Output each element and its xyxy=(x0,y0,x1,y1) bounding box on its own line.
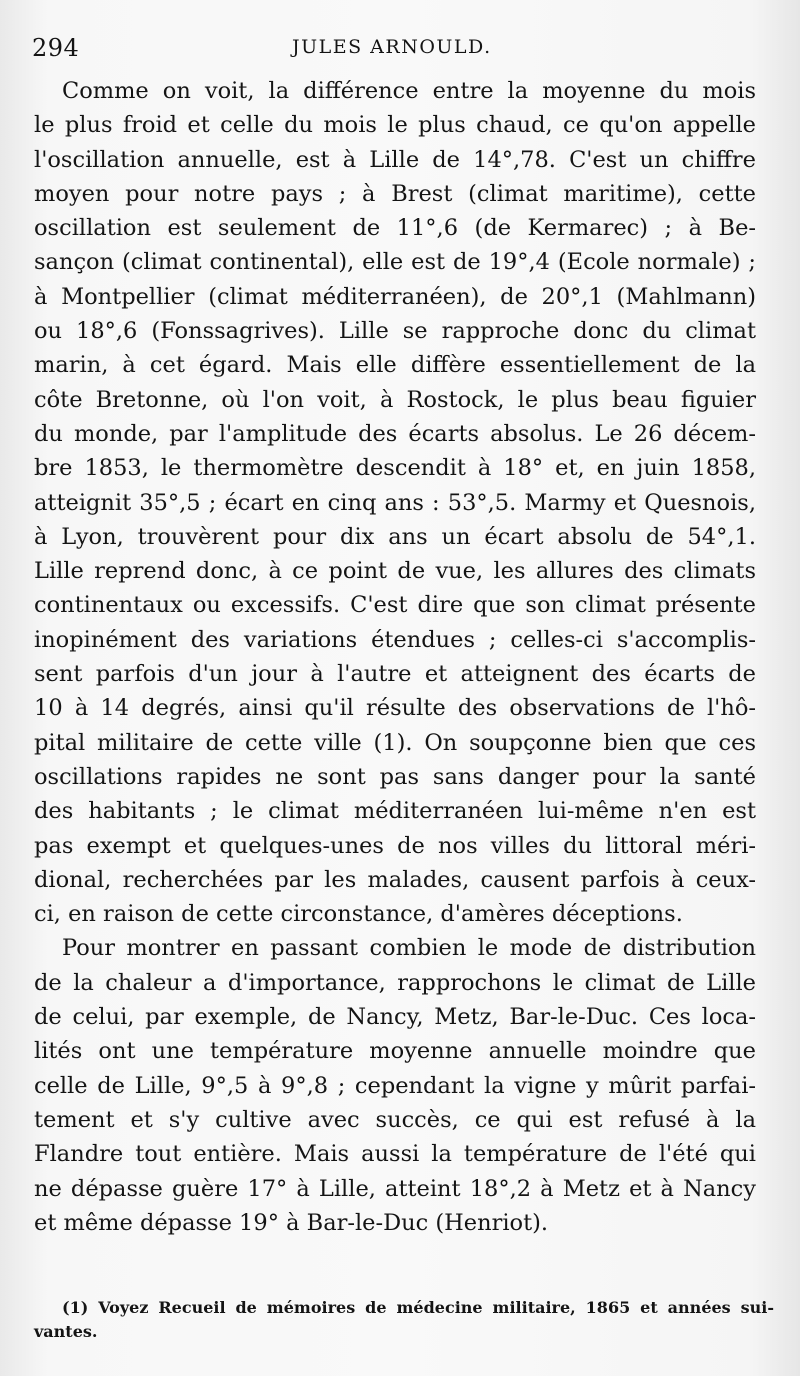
page-number: 294 xyxy=(32,34,80,62)
body-text xyxy=(34,74,756,1240)
text-line: moyen pour notre pays ; à Brest (climat maritime), cette xyxy=(34,180,756,207)
text-line: ou 18°,6 (Fonssagrives). Lille se rapproche donc du climat xyxy=(34,318,756,345)
footnote xyxy=(34,1296,774,1344)
text-line: le plus froid et celle du mois le plus chaud, ce qu'on appelle xyxy=(34,112,756,139)
text-line: du monde, par l'amplitude des écarts absolus. Le 26 décem- xyxy=(34,420,756,447)
text-line: pas exempt et quelques-unes de nos villes du littoral méri- xyxy=(34,832,756,859)
text-line: des habitants ; le climat méditerranéen lui-même n'en est xyxy=(34,798,756,825)
text-line: Pour montrer en passant combien le mode de distribution xyxy=(62,935,756,962)
text-line: Flandre tout entière. Mais aussi la température de l'été qui xyxy=(34,1141,756,1168)
text-line: oscillation est seulement de 11°,6 (de Kermarec) ; à Be- xyxy=(34,215,756,242)
text-line: marin, à cet égard. Mais elle diffère essentiellement de la xyxy=(34,352,756,379)
text-line: sent parfois d'un jour à l'autre et atteignent des écarts de xyxy=(34,661,756,688)
text-line: l'oscillation annuelle, est à Lille de 14°,78. C'est un chiffre xyxy=(34,146,756,173)
text-line: Comme on voit, la différence entre la moyenne du mois xyxy=(62,78,756,104)
text-line: 10 à 14 degrés, ainsi qu'il résulte des observations de l'hô- xyxy=(34,695,756,722)
running-head: JULES ARNOULD. xyxy=(292,36,492,58)
text-line: inopinément des variations étendues ; celles-ci s'accomplis- xyxy=(34,626,756,653)
text-line: atteignit 35°,5 ; écart en cinq ans : 53°,5. Marmy et Quesnois, xyxy=(34,489,756,516)
text-line: oscillations rapides ne sont pas sans danger pour la santé xyxy=(34,763,756,790)
text-line: celle de Lille, 9°,5 à 9°,8 ; cependant la vigne y mûrit parfai- xyxy=(34,1072,756,1099)
text-line: à Montpellier (climat méditerranéen), de 20°,1 (Mahlmann) xyxy=(34,283,756,310)
text-line: ne dépasse guère 17° à Lille, atteint 18°,2 à Metz et à Nancy xyxy=(34,1175,756,1202)
text-line: côte Bretonne, où l'on voit, à Rostock, le plus beau figuier xyxy=(34,386,756,413)
text-line: lités ont une température moyenne annuelle moindre que xyxy=(34,1038,756,1065)
footnote-line: vantes. xyxy=(34,1322,98,1341)
footnote-line: (1) Voyez Recueil de mémoires de médecine militaire, 1865 et années sui- xyxy=(62,1298,774,1317)
text-line: Lille reprend donc, à ce point de vue, les allures des climats xyxy=(34,558,756,585)
text-line: et même dépasse 19° à Bar-le-Duc (Henriot). xyxy=(34,1209,549,1236)
text-line: de celui, par exemple, de Nancy, Metz, Bar-le-Duc. Ces loca- xyxy=(34,1004,756,1031)
text-line: à Lyon, trouvèrent pour dix ans un écart absolu de 54°,1. xyxy=(34,523,756,550)
text-line: dional, recherchées par les malades, causent parfois à ceux- xyxy=(34,866,756,893)
text-line: bre 1853, le thermomètre descendit à 18° et, en juin 1858, xyxy=(34,455,756,482)
text-line: tement et s'y cultive avec succès, ce qui est refusé à la xyxy=(34,1106,756,1133)
text-line: ci, en raison de cette circonstance, d'amères déceptions. xyxy=(34,901,683,928)
text-line: pital militaire de cette ville (1). On soupçonne bien que ces xyxy=(34,729,756,756)
text-line: de la chaleur a d'importance, rapprochons le climat de Lille xyxy=(34,969,756,996)
text-line: sançon (climat continental), elle est de 19°,4 (Ecole normale) ; xyxy=(34,249,756,276)
page-header xyxy=(32,34,772,74)
text-line: continentaux ou excessifs. C'est dire que son climat présente xyxy=(34,592,756,619)
